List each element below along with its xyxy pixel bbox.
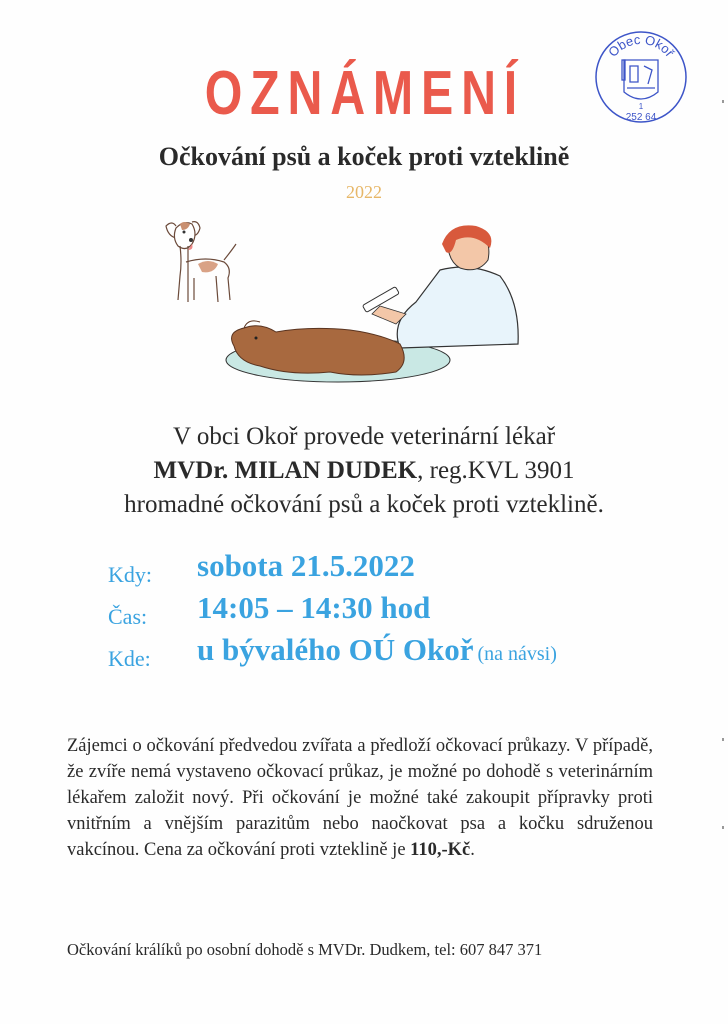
detail-label-time: Čas: [108,604,148,629]
detail-value-place-row [197,632,557,668]
info-paragraph [67,733,653,863]
detail-note-place: (na návsi) [477,643,557,665]
intro-line-1: V obci Okoř provede veterinární lékař [172,423,556,450]
stamp-number: 1 [638,102,644,111]
stamp-text: Obec Okoř [605,31,678,60]
page-title: OZNÁMENÍ [204,59,526,128]
intro-line-2 [0,454,728,488]
scan-mark [722,100,724,103]
intro-line-3: hromadné očkování psů a koček proti vzteklině. [124,491,604,518]
detail-value-place: u bývalého OÚ Okoř [197,632,474,667]
detail-label-when: Kdy: [108,562,152,587]
price: 110,-Kč [410,840,471,860]
registration: , reg.KVL 3901 [417,457,575,484]
scan-mark [722,826,724,829]
stamp-code: 252 64 [625,112,657,123]
year: 2022 [346,182,382,202]
subtitle: Očkování psů a koček proti vzteklině [158,142,570,171]
scan-mark [722,738,724,741]
doctor-name: MVDr. MILAN DUDEK [153,457,418,484]
announcement-intro [0,420,728,522]
detail-value-time: 14:05 – 14:30 hod [197,590,431,625]
veterinarian-illustration-icon [220,222,532,386]
footer-note: Očkování králíků po osobní dohodě s MVDr. Dudkem, tel: 607 847 371 [67,940,543,959]
paragraph-end: . [470,840,475,860]
detail-value-when: sobota 21.5.2022 [197,548,415,583]
paragraph-text: Zájemci o očkování předvedou zvířata a předloží očkovací průkazy. V případě, že zvíře nemá vystaveno očkovací průkaz, je možné po dohodě s veterinárním lékařem založit nový. Při očkování je možné také zakoupit přípravky proti vnitřním a vnějším parazitům nebo naočkovat psa a kočku sdruženou vakcínou. Cena za očkování proti vzteklině je [67,736,653,860]
detail-label-place: Kde: [108,646,151,671]
